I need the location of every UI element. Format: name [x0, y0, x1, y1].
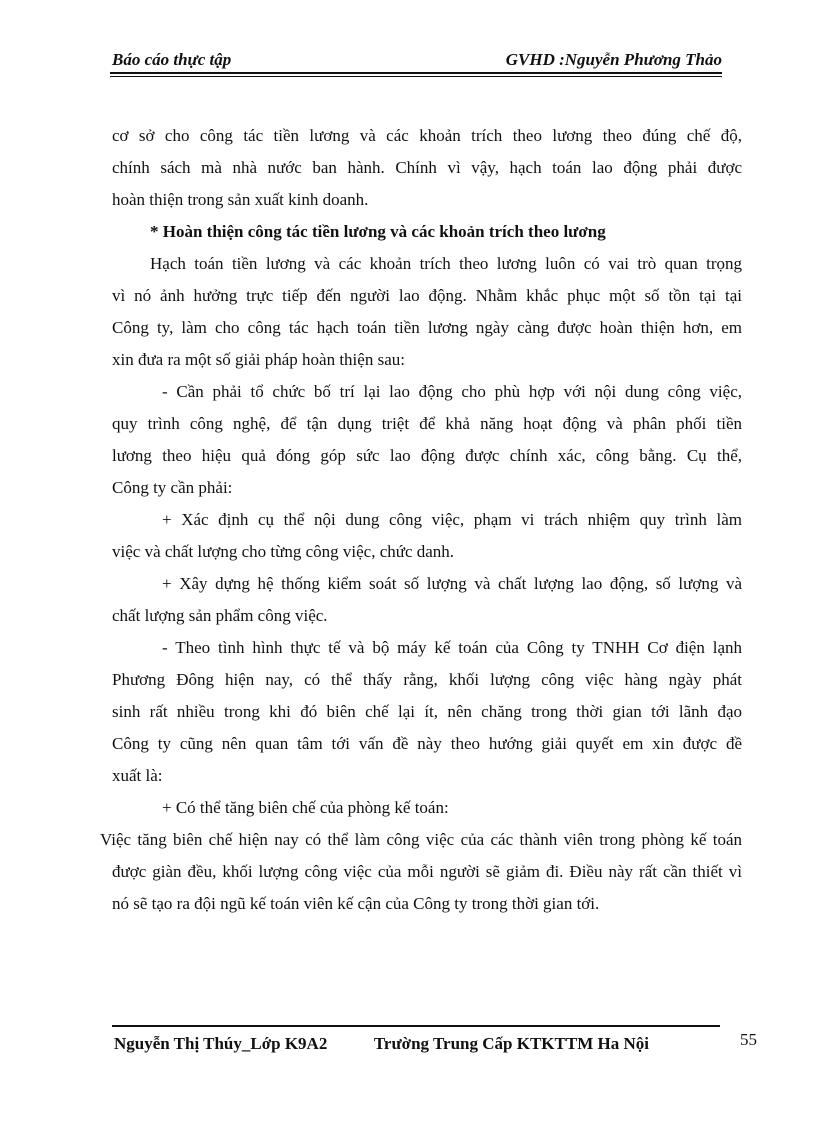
text-line: hoàn thiện trong sản xuất kinh doanh.: [112, 190, 369, 209]
text-line: Công ty cũng nên quan tâm tới vấn đề này theo hướng giải quyết em xin được đề: [112, 734, 742, 753]
text-line: việc và chất lượng cho từng công việc, chức danh.: [112, 542, 455, 561]
header-rule: [110, 72, 722, 74]
footer-author: Nguyễn Thị Thúy_Lớp K9A2: [114, 1034, 328, 1053]
text-line: quy trình công nghệ, để tận dụng triệt để khả năng hoạt động và phân phối tiền: [112, 414, 742, 433]
page-number: 55: [740, 1030, 757, 1049]
text-line: Công ty cần phải:: [112, 478, 233, 497]
header-rule-thin: [110, 76, 722, 77]
text-line: xuất là:: [112, 766, 163, 785]
text-line: vì nó ảnh hưởng trực tiếp đến người lao động. Nhằm khắc phục một số tồn tại tại: [112, 286, 742, 305]
text-line: xin đưa ra một số giải pháp hoàn thiện sau:: [112, 350, 405, 369]
text-line: Việc tăng biên chế hiện nay có thể làm công việc của các thành viên trong phòng kế toán: [100, 830, 742, 849]
footer-school: Trường Trung Cấp KTKTTM Ha Nội: [373, 1034, 649, 1053]
page-header: [112, 50, 722, 72]
text-line: cơ sở cho công tác tiền lương và các khoản trích theo lương theo đúng chế độ,: [112, 126, 742, 145]
text-line: chính sách mà nhà nước ban hành. Chính vì vậy, hạch toán lao động phải được: [112, 158, 742, 177]
text-line: chất lượng sản phẩm công việc.: [112, 606, 328, 625]
header-supervisor: GVHD :Nguyễn Phương Thảo: [505, 50, 722, 69]
page-footer: [114, 1034, 649, 1054]
text-line: + Có thể tăng biên chế của phòng kế toán:: [162, 798, 449, 817]
text-line: Phương Đông hiện nay, có thể thấy rằng, khối lượng công việc hàng ngày phát: [112, 670, 742, 689]
body-text: [100, 120, 742, 920]
header-report-title: Báo cáo thực tập: [112, 50, 232, 69]
text-line: nó sẽ tạo ra đội ngũ kế toán viên kế cận của Công ty trong thời gian tới.: [112, 894, 600, 913]
text-line: - Theo tình hình thực tế và bộ máy kế toán của Công ty TNHH Cơ điện lạnh: [162, 638, 742, 657]
text-line: + Xây dựng hệ thống kiểm soát số lượng và chất lượng lao động, số lượng và: [162, 574, 742, 593]
text-line: Hạch toán tiền lương và các khoản trích theo lương luôn có vai trò quan trọng: [150, 254, 742, 273]
text-line: + Xác định cụ thể nội dung công việc, phạm vi trách nhiệm quy trình làm: [162, 510, 742, 529]
text-line: được giàn đều, khối lượng công việc của mỗi người sẽ giảm đi. Điều này rất cần thiết vì: [112, 862, 742, 881]
text-line: lương theo hiệu quả đóng góp sức lao động được chính xác, công bằng. Cụ thể,: [112, 446, 742, 465]
text-line: - Cần phải tổ chức bố trí lại lao động cho phù hợp với nội dung công việc,: [162, 382, 742, 401]
footer-rule: [112, 1025, 720, 1027]
text-line: sinh rất nhiều trong khi đó biên chế lại ít, nên chăng trong thời gian tới lãnh đạo: [112, 702, 742, 721]
section-heading: * Hoàn thiện công tác tiền lương và các khoản trích theo lương: [150, 222, 606, 241]
text-line: Công ty, làm cho công tác hạch toán tiền lương ngày càng được hoàn thiện hơn, em: [112, 318, 742, 337]
